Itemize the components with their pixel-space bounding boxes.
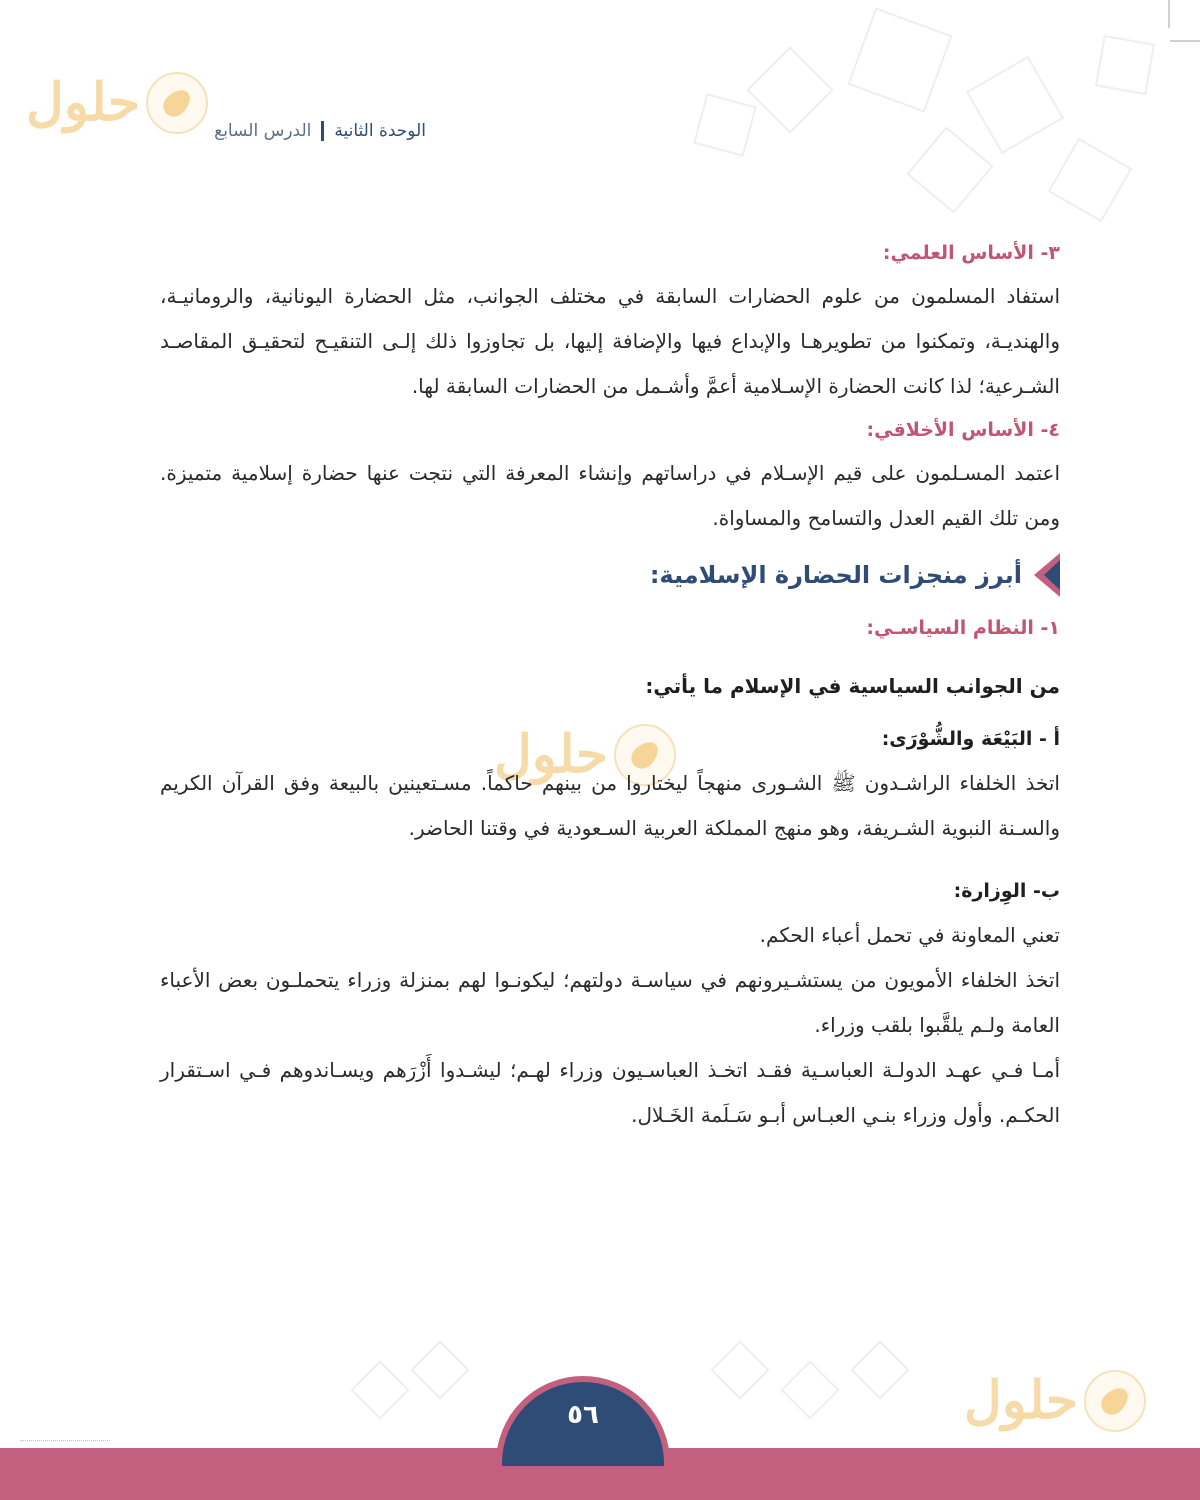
watermark-text: حلول [964, 1370, 1079, 1431]
running-header [160, 116, 426, 146]
watermark-badge [1084, 1370, 1146, 1432]
scientific-basis-body: استفاد المسلمون من علوم الحضارات السابقة في مختلف الجوانب، مثل الحضارة اليونانية، والرومانيـة، والهنديـة، وتمكنوا من تطويرهـا والإبداع فيها والإضافة إليها، بل تجاوزوا ذلك إلـى التنقيـح لتحقيـق المقاصـد الشـرعية؛ لذا كانت الحضارة الإسـلامية أعمَّ وأشـمل من الحضارات السابقة لها. [160, 284, 1060, 398]
corner-rule-horizontal [1170, 40, 1200, 42]
chevron-icon [1034, 553, 1060, 597]
scientific-basis-heading: ٣- الأساس العلمي: [882, 242, 1060, 264]
ministry-abbasid: أمـا فـي عهـد الدولـة العباسـية فقـد اتخـذ العباسـيون وزراء لهـم؛ ليشـدوا أَزْرَهم ويسـاندوهم فـي اسـتقرار الحكـم. وأول وزراء بنـي العبـاس أبـو سَـلَمة الخَـلال. [160, 1058, 1060, 1127]
political-system-heading: ١- النظام السياسـي: [866, 617, 1060, 639]
bayah-shura-body: اتخذ الخلفاء الراشـدون ﷺ الشـورى منهجاً ليختاروا من بينهم حاكماً. مسـتعينين بالبيعة وفق القرآن الكريم والسـنة النبوية الشـريفة، وهو منهج المملكة العربية السـعودية في وقتنا الحاضر. [160, 771, 1060, 840]
header-lesson: الدرس السابع [214, 121, 312, 141]
moral-basis-body: اعتمد المسـلمون على قيم الإسـلام في دراساتهم وإنشاء المعرفة التي نتجت عنها حضارة إسلامية متميزة. ومن تلك القيم العدل والتسامح والمساواة. [160, 461, 1060, 530]
ministry-umayyad: اتخذ الخلفاء الأمويون من يستشـيرونهم في سياسـة دولتهم؛ ليكونـوا لهم بمنزلة وزراء يتحملـون بعض الأعباء العامة ولـم يلقَّبوا بلقب وزراء. [160, 968, 1060, 1037]
header-separator [321, 121, 324, 141]
achievements-heading [160, 545, 1060, 605]
bayah-shura-heading: أ - البَيْعَة والشُّوْرَى: [881, 728, 1060, 750]
ministry-heading: ب- الوِزارة: [953, 880, 1060, 902]
spacer [160, 851, 1060, 869]
achievements-title: أبرز منجزات الحضارة الإسلامية: [649, 561, 1022, 589]
watermark-logo [964, 1370, 1146, 1432]
drop-icon [1097, 1383, 1134, 1420]
page-number-badge [496, 1376, 670, 1466]
moral-basis-heading: ٤- الأساس الأخلاقي: [866, 419, 1060, 441]
header-unit: الوحدة الثانية [334, 121, 426, 141]
political-aspects-lead: من الجوانب السياسية في الإسلام ما يأتي: [645, 674, 1060, 698]
ministry-definition: تعني المعاونة في تحمل أعباء الحكم. [759, 923, 1060, 947]
page-content [160, 232, 1060, 1138]
page-number: ٥٦ [567, 1400, 599, 1430]
watermark-text: حلول [494, 724, 609, 785]
corner-rule-vertical [1168, 0, 1170, 28]
watermark-text: حلول [26, 72, 141, 133]
